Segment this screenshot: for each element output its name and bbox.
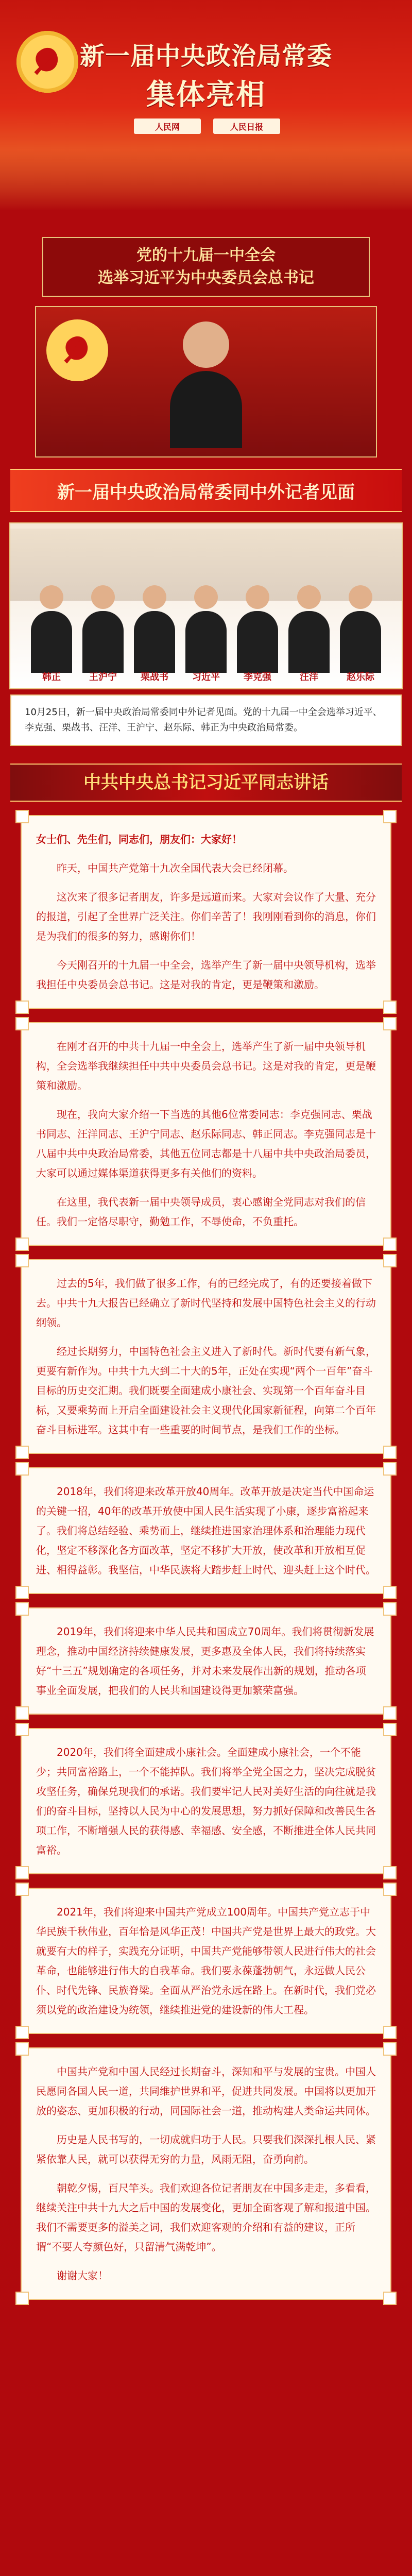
speech-paragraph: 在刚才召开的中共十九届一中全会上，选举产生了新一届中央领导机构，全会选举我继续担任中共中央委员会总书记。这是对我的肯定，更是鞭策和激励。 [36, 1040, 376, 1092]
name-5: 汪洋 [300, 672, 318, 683]
person [237, 585, 278, 673]
hero-title: 新一届中央政治局常委 [79, 42, 332, 71]
name-6: 赵乐际 [347, 672, 374, 683]
group-banner: 新一届中央政治局常委同中外记者见面 [10, 469, 402, 512]
person [185, 585, 227, 673]
speech-paragraph: 昨天，中国共产党第十九次全国代表大会已经闭幕。 [57, 862, 294, 874]
leader-portrait [170, 321, 242, 445]
name-3: 习近平 [192, 672, 220, 683]
logo-row [134, 118, 280, 134]
name-1: 王沪宁 [89, 672, 117, 683]
speech-paragraph: 这次来了很多记者朋友，许多是远道而来。大家对会议作了大量、充分的报道，引起了全世界广泛关注。你们辛苦了！我刚刚看到你的消息，你们是为我们的很多的努力，感谢你们！ [36, 891, 376, 942]
speech-paragraph: 2019年，我们将迎来中华人民共和国成立70周年。我们将贯彻新发展理念，推动中国经济持续健康发展，更多惠及全体人民，我们将持续落实好“十三五”规划确定的各项任务，并对未来发展作出新的规划，推动各项事业全面发展，把我们的人民共和国建设得更加繁荣富强。 [36, 1625, 374, 1697]
speech-paragraph: 2020年，我们将全面建成小康社会。全面建成小康社会，一个不能少；共同富裕路上，一个不能掉队。我们将举全党全国之力，坚决完成脱贫攻坚任务，确保兑现我们的承诺。我们要牢记人民对美好生活的向往就是我们的奋斗目标，坚持以人民为中心的发展思想，努力抓好保障和改善民生各项工作，不断增强人民的获得感、幸福感、安全感，不断推进全体人民共同富裕。 [36, 1746, 376, 1856]
portrait-head [183, 321, 229, 368]
person [82, 585, 124, 673]
name-4: 李克强 [244, 672, 271, 683]
person [134, 585, 175, 673]
group-names [31, 670, 381, 683]
person [288, 585, 330, 673]
speech-greeting: 女士们、先生们，同志们，朋友们：大家好！ [36, 833, 242, 845]
speech-paragraph: 2018年，我们将迎来改革开放40周年。改革开放是决定当代中国命运的关键一招，40年的改革开放使中国人民生活实现了小康，逐步富裕起来了。我们将总结经验、乘势而上，继续推进国家治理体系和治理能力现代化，坚定不移深化各方面改革，坚定不移扩大开放，使改革和开放相互促进、相得益彰。我坚信，中华民族将大踏步赶上时代、迎头赶上这个时代。 [36, 1485, 376, 1576]
portrait-body [170, 371, 242, 448]
footer-space [0, 2300, 412, 2362]
portrait-card [35, 306, 377, 457]
speech-paragraph: 历史是人民书写的，一切成就归功于人民。只要我们深深扎根人民、紧紧依靠人民，就可以获得无穷的力量，风雨无阻，奋勇向前。 [36, 2133, 376, 2165]
speech-block-5 [21, 1607, 391, 1715]
portrait-heading-line1: 党的十九届一中全会 [136, 246, 276, 264]
speech-paragraph: 2021年，我们将迎来中国共产党成立100周年。中国共产党立志于中华民族千秋伟业，百年恰是风华正茂！中国共产党是世界上最大的政党。大就要有大的样子，实践充分证明，中国共产党能够带领人民进行伟大的社会革命，也能够进行伟大的自我革命。我们要永葆蓬勃朝气，永远做人民公仆、时代先锋、民族脊梁。全面从严治党永远在路上。在新时代，我们党必须以党的政治建设为统领，继续推进党的建设新的伟大工程。 [36, 1906, 376, 2016]
portrait-heading-line2: 选举习近平为中央委员会总书记 [98, 269, 314, 287]
speech-paragraph: 谢谢大家！ [57, 2269, 108, 2282]
hero-fade [0, 149, 412, 237]
speech-title: 中共中央总书记习近平同志讲话 [10, 764, 402, 802]
speech-paragraph: 过去的5年，我们做了很多工作，有的已经完成了，有的还要接着做下去。中共十九大报告已经确立了新时代坚持和发展中国特色社会主义的行动纲领。 [36, 1277, 376, 1329]
speech-block-3 [21, 1259, 391, 1454]
speech-block-2 [21, 1022, 391, 1246]
hero-subtitle: 集体亮相 [146, 78, 266, 112]
speech-paragraph: 朝乾夕惕，百尺竿头。我们欢迎各位记者朋友在中国多走走，多看看，继续关注中共十九大之后中国的发展变化，更加全面客观了解和报道中国。我们不需要更多的溢美之词，我们欢迎客观的介绍和有益的建议，正所谓“不要人夸颜色好，只留清气满乾坤”。 [36, 2182, 376, 2253]
group-caption: 10月25日，新一届中央政治局常委同中外记者见面。党的十九届一中全会选举习近平、李克强、栗战书、汪洋、王沪宁、赵乐际、韩正为中央政治局常委。 [10, 694, 402, 746]
person [340, 585, 381, 673]
speech-block-7 [21, 1888, 391, 2034]
logo-daily: 人民日报 [213, 118, 280, 134]
speech-paragraph: 今天刚召开的十九届一中全会，选举产生了新一届中央领导机构，选举我担任中央委员会总书记。这是对我的肯定，更是鞭策和激励。 [36, 959, 376, 991]
speech-paragraph: 在这里，我代表新一届中央领导成员，衷心感谢全党同志对我们的信任。我们一定恪尽职守，勤勉工作，不辱使命，不负重托。 [36, 1196, 366, 1228]
person [31, 585, 72, 673]
speech-paragraph: 现在，我向大家介绍一下当选的其他6位常委同志：李克强同志、栗战书同志、汪洋同志、王沪宁同志、赵乐际同志、韩正同志。李克强同志是十八届中共中央政治局常委，其他五位同志都是十八届中共中央政治局委员，大家可以通过媒体渠道获得更多有关他们的资料。 [36, 1108, 376, 1179]
logo-people: 人民网 [134, 118, 201, 134]
speech-block-6 [21, 1728, 391, 1874]
hero-header [0, 0, 412, 237]
name-0: 韩正 [42, 672, 61, 683]
speech-block-1 [21, 815, 391, 1009]
group-people [31, 585, 381, 673]
emblem-icon [46, 319, 108, 381]
speech-block-4 [21, 1467, 391, 1594]
group-photo [9, 522, 403, 689]
name-2: 栗战书 [141, 672, 168, 683]
speech-paragraph: 中国共产党和中国人民经过长期奋斗，深知和平与发展的宝贵。中国人民愿同各国人民一道，共同维护世界和平，促进共同发展。中国将以更加开放的姿态、更加积极的行动，同国际社会一道，推动构建人类命运共同体。 [36, 2065, 376, 2117]
speech-paragraph: 经过长期努力，中国特色社会主义进入了新时代。新时代要有新气象，更要有新作为。中共十九大到二十大的5年，正处在实现“两个一百年”奋斗目标的历史交汇期。我们既要全面建成小康社会、实现第一个百年奋斗目标，又要乘势而上开启全面建设社会主义现代化国家新征程，向第二个百年奋斗目标进军。这其中有一些重要的时间节点，是我们工作的坐标。 [36, 1345, 376, 1436]
portrait-heading [42, 237, 370, 297]
speech-block-8 [21, 2047, 391, 2300]
